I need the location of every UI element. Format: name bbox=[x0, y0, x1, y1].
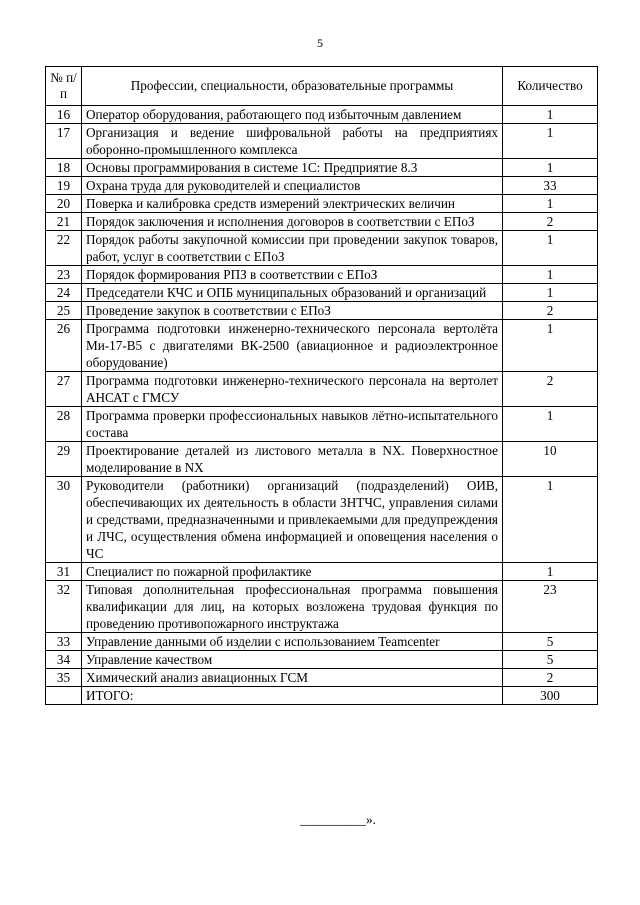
row-quantity: 1 bbox=[503, 477, 598, 563]
program-name: Управление данными об изделии с использованием Teamcenter bbox=[82, 633, 503, 651]
row-number: 35 bbox=[46, 669, 82, 687]
table-row bbox=[46, 651, 598, 669]
row-number: 21 bbox=[46, 213, 82, 231]
program-name: Программа проверки профессиональных навыков лётно-испытательного состава bbox=[82, 407, 503, 442]
program-name: Управление качеством bbox=[82, 651, 503, 669]
table-header-row bbox=[46, 67, 598, 106]
row-number: 31 bbox=[46, 563, 82, 581]
row-quantity: 1 bbox=[503, 195, 598, 213]
row-quantity: 1 bbox=[503, 266, 598, 284]
header-number: № п/п bbox=[46, 67, 82, 106]
row-number: 17 bbox=[46, 124, 82, 159]
program-name: Проведение закупок в соответствии с ЕПоЗ bbox=[82, 302, 503, 320]
program-name: Поверка и калибровка средств измерений электрических величин bbox=[82, 195, 503, 213]
table-row bbox=[46, 302, 598, 320]
program-name: Химический анализ авиационных ГСМ bbox=[82, 669, 503, 687]
row-quantity: 5 bbox=[503, 651, 598, 669]
row-quantity: 2 bbox=[503, 213, 598, 231]
program-name: Организация и ведение шифровальной работы на предприятиях оборонно-промышленного комплекса bbox=[82, 124, 503, 159]
total-quantity: 300 bbox=[503, 687, 598, 705]
row-quantity: 1 bbox=[503, 124, 598, 159]
table-body bbox=[46, 106, 598, 705]
row-quantity: 33 bbox=[503, 177, 598, 195]
program-name: Председатели КЧС и ОПБ муниципальных образований и организаций bbox=[82, 284, 503, 302]
program-name: Порядок работы закупочной комиссии при проведении закупок товаров, работ, услуг в соответствии с ЕПоЗ bbox=[82, 231, 503, 266]
row-number: 16 bbox=[46, 106, 82, 124]
table-row bbox=[46, 320, 598, 372]
row-number: 26 bbox=[46, 320, 82, 372]
table-row bbox=[46, 669, 598, 687]
program-name: Руководители (работники) организаций (подразделений) ОИВ, обеспечивающих их деятельность в области ЗНТЧС, управления силами и средствами, предназначенными и привлекаемыми для предупреждения и ЛЧС, осуществления обмена информацией и оповещения населения о ЧС bbox=[82, 477, 503, 563]
program-name: Специалист по пожарной профилактике bbox=[82, 563, 503, 581]
row-quantity: 1 bbox=[503, 231, 598, 266]
table-row bbox=[46, 106, 598, 124]
table-row bbox=[46, 477, 598, 563]
table-row bbox=[46, 563, 598, 581]
table-row bbox=[46, 159, 598, 177]
row-number: 25 bbox=[46, 302, 82, 320]
total-row bbox=[46, 687, 598, 705]
total-number-cell bbox=[46, 687, 82, 705]
table-row bbox=[46, 177, 598, 195]
program-name: Порядок заключения и исполнения договоров в соответствии с ЕПоЗ bbox=[82, 213, 503, 231]
row-number: 30 bbox=[46, 477, 82, 563]
program-name: Проектирование деталей из листового металла в NX. Поверхностное моделирование в NX bbox=[82, 442, 503, 477]
row-number: 23 bbox=[46, 266, 82, 284]
table-row bbox=[46, 195, 598, 213]
table-row bbox=[46, 213, 598, 231]
program-name: Программа подготовки инженерно-технического персонала на вертолет АНСАТ с ГМСУ bbox=[82, 372, 503, 407]
header-programs: Профессии, специальности, образовательные программы bbox=[82, 67, 503, 106]
table-row bbox=[46, 633, 598, 651]
row-quantity: 1 bbox=[503, 563, 598, 581]
total-label: ИТОГО: bbox=[82, 687, 503, 705]
row-number: 24 bbox=[46, 284, 82, 302]
closing-line: __________». bbox=[300, 812, 376, 827]
table-row bbox=[46, 442, 598, 477]
row-number: 19 bbox=[46, 177, 82, 195]
table-row bbox=[46, 581, 598, 633]
row-number: 33 bbox=[46, 633, 82, 651]
row-quantity: 2 bbox=[503, 669, 598, 687]
row-number: 34 bbox=[46, 651, 82, 669]
program-name: Порядок формирования РПЗ в соответствии с ЕПоЗ bbox=[82, 266, 503, 284]
row-quantity: 10 bbox=[503, 442, 598, 477]
row-number: 28 bbox=[46, 407, 82, 442]
row-quantity: 2 bbox=[503, 372, 598, 407]
row-quantity: 1 bbox=[503, 106, 598, 124]
row-quantity: 1 bbox=[503, 159, 598, 177]
program-name: Типовая дополнительная профессиональная программа повышения квалификации для лиц, на которых возложена трудовая функция по проведению противопожарного инструктажа bbox=[82, 581, 503, 633]
program-name: Программа подготовки инженерно-технического персонала вертолёта Ми-17-В5 с двигателями ВК-2500 (авиационное и радиоэлектронное оборудование) bbox=[82, 320, 503, 372]
row-quantity: 1 bbox=[503, 284, 598, 302]
row-quantity: 1 bbox=[503, 320, 598, 372]
table-row bbox=[46, 231, 598, 266]
table-row bbox=[46, 124, 598, 159]
table-row bbox=[46, 407, 598, 442]
row-number: 32 bbox=[46, 581, 82, 633]
page-number: 5 bbox=[317, 36, 323, 50]
table-row bbox=[46, 266, 598, 284]
program-name: Охрана труда для руководителей и специалистов bbox=[82, 177, 503, 195]
table-row bbox=[46, 372, 598, 407]
row-quantity: 23 bbox=[503, 581, 598, 633]
program-name: Оператор оборудования, работающего под избыточным давлением bbox=[82, 106, 503, 124]
program-name: Основы программирования в системе 1С: Предприятие 8.3 bbox=[82, 159, 503, 177]
row-quantity: 1 bbox=[503, 407, 598, 442]
programs-table bbox=[45, 66, 598, 705]
row-quantity: 2 bbox=[503, 302, 598, 320]
row-number: 22 bbox=[46, 231, 82, 266]
row-quantity: 5 bbox=[503, 633, 598, 651]
row-number: 29 bbox=[46, 442, 82, 477]
header-quantity: Количество bbox=[503, 67, 598, 106]
row-number: 18 bbox=[46, 159, 82, 177]
row-number: 27 bbox=[46, 372, 82, 407]
row-number: 20 bbox=[46, 195, 82, 213]
table-row bbox=[46, 284, 598, 302]
